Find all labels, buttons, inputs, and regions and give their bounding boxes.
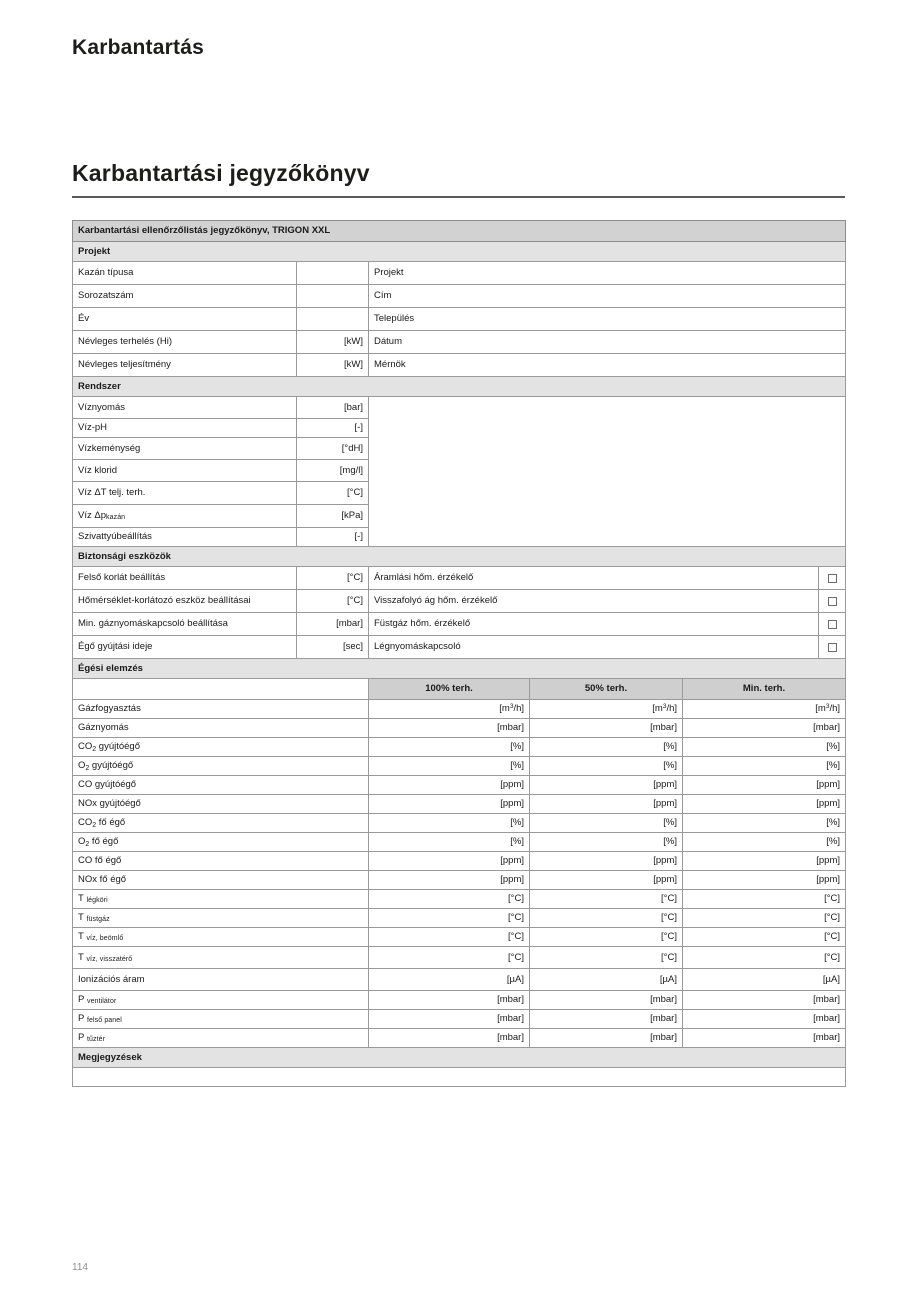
row-right-label[interactable]: Dátum (369, 331, 846, 354)
row-label: CO gyújtóégő (73, 776, 369, 795)
row-label: Víz ΔT telj. terh. (73, 482, 297, 505)
row-label-suffix: gyújtóégő (96, 741, 140, 753)
notes-row (73, 1068, 846, 1087)
row-label: NOx fő égő (73, 871, 369, 890)
row-label-text: T (78, 931, 84, 943)
row-unit-50[interactable]: [ppm] (530, 776, 683, 795)
row-unit-50[interactable]: [%] (530, 738, 683, 757)
row-unit-min[interactable]: [mbar] (683, 719, 846, 738)
section-label: Égési elemzés (73, 659, 846, 679)
row-unit-50[interactable]: [mbar] (530, 1010, 683, 1029)
row-label: Gázfogyasztás (73, 700, 369, 719)
section-label: Biztonsági eszközök (73, 547, 846, 567)
maintenance-protocol-table-wrapper (72, 220, 845, 1087)
row-unit-50[interactable]: [%] (530, 814, 683, 833)
row-unit-100[interactable]: [mbar] (369, 1010, 530, 1029)
row-right-label[interactable]: Mérnök (369, 354, 846, 377)
row-unit-100[interactable]: [%] (369, 757, 530, 776)
row-unit-min[interactable]: [ppm] (683, 776, 846, 795)
row-label (73, 890, 369, 909)
row-label: Sorozatszám (73, 285, 297, 308)
row-unit (297, 262, 369, 285)
row-unit: [-] (297, 528, 369, 547)
title-divider (72, 196, 845, 198)
section-label: Megjegyzések (73, 1048, 846, 1068)
table-row (73, 567, 846, 590)
row-unit-100[interactable]: [°C] (369, 909, 530, 928)
section-label: Rendszer (73, 377, 846, 397)
section-header-biztonsagi (73, 547, 846, 567)
row-label-subscript: víz, visszatérő (86, 955, 133, 963)
row-label: Felső korlát beállítás (73, 567, 297, 590)
row-unit-50[interactable]: [°C] (530, 947, 683, 969)
checkbox-icon[interactable] (828, 643, 837, 652)
row-unit-50[interactable]: [µA] (530, 969, 683, 991)
row-unit-100[interactable]: [°C] (369, 928, 530, 947)
col-header-blank (73, 679, 369, 700)
row-label-suffix: fő égő (89, 836, 119, 848)
row-label (73, 814, 369, 833)
row-label: CO fő égő (73, 852, 369, 871)
row-label-text: T (78, 893, 84, 905)
row-unit (297, 285, 369, 308)
row-unit: [kW] (297, 354, 369, 377)
row-unit-100[interactable]: [mbar] (369, 719, 530, 738)
row-unit: [°C] (297, 482, 369, 505)
row-label (73, 991, 369, 1010)
row-unit-100[interactable]: [ppm] (369, 776, 530, 795)
row-label-subscript: 2 (92, 746, 97, 754)
row-label-text: P (78, 994, 85, 1006)
table-row (73, 833, 846, 852)
table-row (73, 776, 846, 795)
table-row (73, 354, 846, 377)
row-unit-100[interactable]: [ppm] (369, 795, 530, 814)
table-row (73, 1029, 846, 1048)
checkbox-icon[interactable] (828, 620, 837, 629)
row-unit-min[interactable]: [%] (683, 738, 846, 757)
checkbox-cell[interactable] (819, 613, 846, 636)
row-unit-100[interactable]: [ppm] (369, 852, 530, 871)
row-unit: [kPa] (297, 505, 369, 528)
row-unit-min[interactable]: [°C] (683, 909, 846, 928)
row-label (73, 947, 369, 969)
row-label: Gáznyomás (73, 719, 369, 738)
table-caption: Karbantartási ellenőrzőlistás jegyzőkönyv, TRIGON XXL (73, 221, 846, 242)
row-unit-min[interactable]: [%] (683, 814, 846, 833)
row-label (73, 505, 297, 528)
row-unit-50[interactable]: [ppm] (530, 871, 683, 890)
table-row (73, 636, 846, 659)
row-label (73, 757, 369, 776)
row-right-label[interactable]: Projekt (369, 262, 846, 285)
row-unit: [mg/l] (297, 460, 369, 482)
section-label: Projekt (73, 242, 846, 262)
col-header-load-50: 50% terh. (530, 679, 683, 700)
page-number: 114 (72, 1262, 88, 1273)
row-unit-50[interactable]: [ppm] (530, 852, 683, 871)
row-unit-100[interactable]: [ppm] (369, 871, 530, 890)
row-unit-100[interactable]: [°C] (369, 890, 530, 909)
row-unit (297, 308, 369, 331)
row-unit-100[interactable]: [%] (369, 738, 530, 757)
row-right-label: Áramlási hőm. érzékelő (369, 567, 819, 590)
row-label-text: CO (78, 741, 93, 753)
row-label-subscript: ventilátor (86, 998, 117, 1006)
row-label (73, 928, 369, 947)
row-label-subscript: 2 (85, 841, 90, 849)
col-header-load-min: Min. terh. (683, 679, 846, 700)
row-unit-min[interactable]: [µA] (683, 969, 846, 991)
table-row (73, 928, 846, 947)
rendszer-values-area[interactable] (369, 397, 846, 547)
row-right-label: Visszafolyó ág hőm. érzékelő (369, 590, 819, 613)
row-unit-min[interactable]: [°C] (683, 928, 846, 947)
running-head: Karbantartás (72, 36, 204, 59)
row-unit: [kW] (297, 331, 369, 354)
row-unit: [-] (297, 419, 369, 438)
row-label (73, 909, 369, 928)
row-unit-min[interactable]: [°C] (683, 947, 846, 969)
row-label-text: T (78, 951, 84, 963)
row-label-subscript: kazán (106, 514, 126, 522)
row-label-subscript: légköri (86, 897, 108, 905)
row-label-subscript: 2 (85, 765, 90, 773)
checkbox-icon[interactable] (828, 574, 837, 583)
table-row (73, 947, 846, 969)
table-row (73, 969, 846, 991)
row-unit-100[interactable]: [mbar] (369, 1029, 530, 1048)
row-unit-50[interactable]: [°C] (530, 928, 683, 947)
row-label-text: P (78, 1032, 85, 1044)
table-row (73, 852, 846, 871)
row-label-suffix: gyújtóégő (89, 760, 134, 772)
row-label-text: Víz Δp (78, 510, 106, 522)
checkbox-cell[interactable] (819, 590, 846, 613)
section-header-projekt (73, 242, 846, 262)
row-unit: [bar] (297, 397, 369, 419)
row-unit-min[interactable]: [%] (683, 833, 846, 852)
row-label (73, 1029, 369, 1048)
table-row (73, 613, 846, 636)
row-label: Ionizációs áram (73, 969, 369, 991)
maintenance-protocol-table (72, 220, 846, 1087)
page-title: Karbantartási jegyzőkönyv (72, 160, 370, 186)
row-unit-50[interactable]: [%] (530, 757, 683, 776)
table-row (73, 890, 846, 909)
row-right-label: Légnyomáskapcsoló (369, 636, 819, 659)
row-label: Égő gyújtási ideje (73, 636, 297, 659)
row-label (73, 1010, 369, 1029)
row-unit-100[interactable]: [°C] (369, 947, 530, 969)
table-row (73, 1010, 846, 1029)
row-label: Vízkeménység (73, 438, 297, 460)
table-row (73, 814, 846, 833)
row-label-subscript: víz, beömlő (86, 935, 124, 943)
row-label-suffix: fő égő (96, 817, 126, 829)
row-label-subscript: tűztér (86, 1036, 106, 1044)
row-unit-50[interactable]: [°C] (530, 909, 683, 928)
checkbox-icon[interactable] (828, 597, 837, 606)
row-label-subscript: 2 (92, 822, 97, 830)
row-label: Kazán típusa (73, 262, 297, 285)
section-header-rendszer (73, 377, 846, 397)
row-label (73, 738, 369, 757)
row-unit: [°C] (297, 590, 369, 613)
table-row (73, 262, 846, 285)
row-unit-min[interactable]: [ppm] (683, 795, 846, 814)
row-unit: [°C] (297, 567, 369, 590)
section-header-megjegyzesek (73, 1048, 846, 1068)
table-caption-row (73, 221, 846, 242)
row-label-text: T (78, 912, 84, 924)
row-label: Hőmérséklet-korlátozó eszköz beállításai (73, 590, 297, 613)
row-unit-50[interactable]: [°C] (530, 890, 683, 909)
table-row (73, 719, 846, 738)
row-unit-min[interactable]: [ppm] (683, 852, 846, 871)
row-label: Év (73, 308, 297, 331)
table-row (73, 991, 846, 1010)
table-row (73, 590, 846, 613)
row-label-text: O (78, 836, 86, 848)
col-header-load-100: 100% terh. (369, 679, 530, 700)
row-label-subscript: felső panel (86, 1017, 122, 1025)
row-right-label[interactable]: Cím (369, 285, 846, 308)
row-unit-min[interactable]: $[m^3/h]$ (683, 700, 846, 719)
checkbox-cell[interactable] (819, 636, 846, 659)
table-row (73, 757, 846, 776)
row-label: Víznyomás (73, 397, 297, 419)
row-label: Névleges terhelés (Hi) (73, 331, 297, 354)
row-label-text: CO (78, 817, 93, 829)
row-unit-min[interactable]: [mbar] (683, 1029, 846, 1048)
row-label: Szivattyúbeállítás (73, 528, 297, 547)
row-unit-100[interactable]: [%] (369, 814, 530, 833)
row-unit: [°dH] (297, 438, 369, 460)
row-unit: [sec] (297, 636, 369, 659)
table-row (73, 795, 846, 814)
row-unit-min[interactable]: [°C] (683, 890, 846, 909)
row-unit-100[interactable]: [mbar] (369, 991, 530, 1010)
row-unit-min[interactable]: [%] (683, 757, 846, 776)
row-label: Névleges teljesítmény (73, 354, 297, 377)
checkbox-cell[interactable] (819, 567, 846, 590)
table-row (73, 308, 846, 331)
row-unit-50[interactable]: [mbar] (530, 991, 683, 1010)
table-row (73, 700, 846, 719)
table-row (73, 331, 846, 354)
notes-field[interactable] (73, 1068, 846, 1087)
row-unit-50[interactable]: [%] (530, 833, 683, 852)
row-label-subscript: füstgáz (86, 916, 110, 924)
row-label: Min. gáznyomáskapcsoló beállítása (73, 613, 297, 636)
row-label-text: P (78, 1013, 85, 1025)
row-unit-min[interactable]: [mbar] (683, 991, 846, 1010)
table-row (73, 738, 846, 757)
row-unit-50[interactable]: [mbar] (530, 1029, 683, 1048)
row-label: Víz-pH (73, 419, 297, 438)
row-label: Víz klorid (73, 460, 297, 482)
row-unit-min[interactable]: [mbar] (683, 1010, 846, 1029)
row-unit: [mbar] (297, 613, 369, 636)
row-unit-100[interactable]: [%] (369, 833, 530, 852)
row-unit-100[interactable]: $[m^3/h]$ (369, 700, 530, 719)
table-row (73, 285, 846, 308)
row-label-text: O (78, 760, 86, 772)
row-right-label[interactable]: Település (369, 308, 846, 331)
row-unit-min[interactable]: [ppm] (683, 871, 846, 890)
row-label: NOx gyújtóégő (73, 795, 369, 814)
row-label (73, 833, 369, 852)
table-row (73, 871, 846, 890)
section-header-egesi (73, 659, 846, 679)
egesi-column-header-row (73, 679, 846, 700)
row-unit-100[interactable]: [µA] (369, 969, 530, 991)
row-unit-50[interactable]: [mbar] (530, 719, 683, 738)
table-row (73, 397, 846, 419)
table-row (73, 909, 846, 928)
row-unit-50[interactable]: [ppm] (530, 795, 683, 814)
row-right-label: Füstgáz hőm. érzékelő (369, 613, 819, 636)
row-unit-50[interactable]: $[m^3/h]$ (530, 700, 683, 719)
